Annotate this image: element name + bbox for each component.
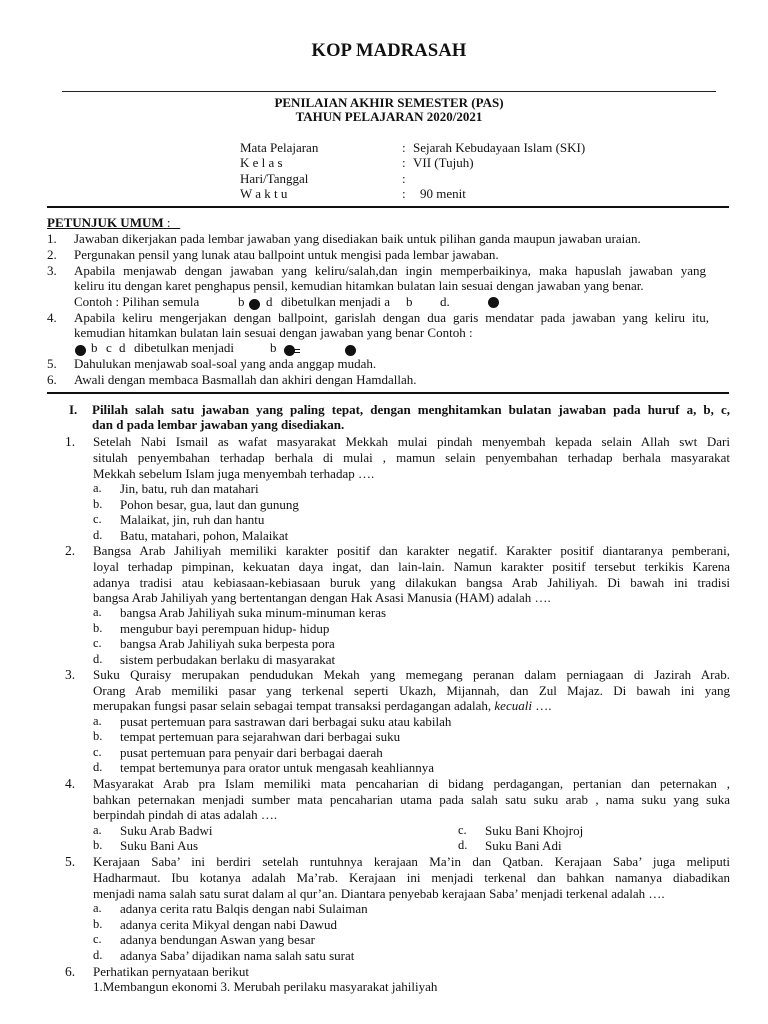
option-text: Pohon besar, gua, laut dan gunung bbox=[120, 497, 299, 512]
info-label: Hari/Tanggal bbox=[240, 171, 309, 186]
academic-year: TAHUN PELAJARAN 2020/2021 bbox=[295, 109, 483, 124]
question-text: adanya tradisi atau kebiasaan-kebiasaan buruk yang dilakukan bangsa Arab Jahiliyah. Di bawah ini tradisi bbox=[93, 575, 730, 590]
info-value: VII (Tujuh) bbox=[413, 155, 474, 170]
instruction-number: 1. bbox=[47, 231, 57, 246]
question-text: Kerajaan Saba’ ini berdiri setelah runtuhnya kerajaan Ma’in dan Qatban. Kerajaan Saba’ juga meliputi bbox=[93, 854, 730, 869]
instruction-number: 4. bbox=[47, 310, 57, 325]
example-text: dibetulkan menjadi a bbox=[281, 294, 391, 309]
instruction-text: Apabila keliru mengerjakan dengan ballpoint, garislah dengan dua garis mendatar pada jawaban yang keliru itu, bbox=[74, 310, 709, 325]
question-number: 5. bbox=[65, 854, 76, 869]
option-text: sistem perbudakan berlaku di masyarakat bbox=[120, 652, 336, 667]
header-underline bbox=[62, 91, 716, 92]
question-text: Bangsa Arab Jahiliyah memiliki karakter positif dan karakter negatif. Karakter positif diantaranya pemberani, bbox=[93, 543, 730, 558]
example-text: dibetulkan menjadi bbox=[134, 340, 235, 355]
instruction-number: 6. bbox=[47, 372, 57, 387]
option-letter: d. bbox=[458, 838, 468, 852]
option-letter: d. bbox=[93, 528, 103, 542]
example-option-b: b bbox=[406, 294, 413, 309]
divider bbox=[47, 392, 729, 394]
info-value: Sejarah Kebudayaan Islam (SKI) bbox=[413, 140, 586, 155]
option-text: Suku Arab Badwi bbox=[120, 823, 213, 838]
option-letter: c. bbox=[458, 823, 467, 837]
option-letter: d. bbox=[93, 760, 103, 774]
option-text: tempat bertemunya para orator untuk mengasah keahliannya bbox=[120, 760, 435, 775]
option-text: adanya Saba’ dijadikan nama salah satu surat bbox=[120, 948, 355, 963]
example-option-d: d bbox=[119, 340, 126, 355]
question-number: 3. bbox=[65, 667, 76, 682]
filled-bubble bbox=[345, 345, 356, 356]
instruction-text: Apabila menjawab dengan jawaban yang keliru/salah,dan ingin memperbaikinya, maka hapuslah jawaban yang bbox=[74, 263, 706, 278]
question-text: Mekkah sebelum Islam juga menyembah terhadap …. bbox=[93, 466, 375, 481]
question-text: 1.Membangun ekonomi 3. Merubah perilaku masyarakat jahiliyah bbox=[93, 979, 438, 994]
example-option-d: d bbox=[266, 294, 273, 309]
option-letter: a. bbox=[93, 714, 102, 728]
option-letter: c. bbox=[93, 512, 102, 526]
option-text: Jin, batu, ruh dan matahari bbox=[120, 481, 259, 496]
info-colon: : bbox=[402, 155, 406, 170]
option-letter: c. bbox=[93, 932, 102, 946]
instruction-text: kemudian hitamkan bulatan lain sesuai dengan jawaban yang benar Contoh : bbox=[74, 325, 473, 340]
option-letter: a. bbox=[93, 901, 102, 915]
question-number: 4. bbox=[65, 776, 76, 791]
info-label: K e l a s bbox=[240, 155, 283, 170]
option-letter: c. bbox=[93, 745, 102, 759]
instruction-text: Awali dengan membaca Basmallah dan akhiri dengan Hamdallah. bbox=[74, 372, 417, 387]
section-instruction: Pililah salah satu jawaban yang paling tepat, dengan menghitamkan bulatan jawaban pada huruf a, b, c, bbox=[92, 402, 730, 417]
option-letter: b. bbox=[93, 497, 103, 511]
option-letter: b. bbox=[93, 729, 103, 743]
example-option-b: b bbox=[238, 294, 245, 309]
example-text: Contoh : Pilihan semula bbox=[74, 294, 200, 309]
option-letter: d. bbox=[93, 652, 103, 666]
question-text: loyal terhadap pimpinan, kekuatan daya ingat, dan lain-lain. Namun karakter positif tersebut terkikis Karena bbox=[93, 559, 730, 574]
question-text: Masyarakat Arab pra Islam memiliki mata pencaharian di bidang perdagangan, pertanian dan peternakan , bbox=[93, 776, 730, 791]
section-instruction: dan d pada lembar jawaban yang disediakan. bbox=[92, 417, 345, 432]
filled-bubble bbox=[249, 299, 260, 310]
option-text: bangsa Arab Jahiliyah suka berpesta pora bbox=[120, 636, 335, 651]
option-text: Malaikat, jin, ruh dan hantu bbox=[120, 512, 265, 527]
option-text: adanya cerita ratu Balqis dengan nabi Sulaiman bbox=[120, 901, 368, 916]
question-text: Hadharmaut. Ibu kotanya adalah Ma’rab. Kerajaan ini menjadi terkenal dan bahkan namanya diabadikan bbox=[93, 870, 730, 885]
question-text: berpindah pindah di atas adalah …. bbox=[93, 807, 278, 822]
option-letter: d. bbox=[93, 948, 103, 962]
info-colon: : bbox=[402, 140, 406, 155]
kop-title: KOP MADRASAH bbox=[311, 41, 467, 61]
option-text: Suku Bani Aus bbox=[120, 838, 199, 853]
exam-title: PENILAIAN AKHIR SEMESTER (PAS) bbox=[274, 95, 504, 110]
question-number: 2. bbox=[65, 543, 76, 558]
strikethrough-mark bbox=[286, 349, 300, 350]
option-letter: b. bbox=[93, 838, 103, 852]
option-text: adanya bendungan Aswan yang besar bbox=[120, 932, 315, 947]
option-letter: a. bbox=[93, 481, 102, 495]
example-option-c: c bbox=[106, 340, 112, 355]
question-text: Setelah Nabi Ismail as wafat masyarakat Mekkah mulai pindah menyembah kepada selain Allah swt Dari bbox=[93, 434, 730, 449]
option-text: adanya cerita Mikyal dengan nabi Dawud bbox=[120, 917, 337, 932]
option-text: tempat pertemuan para sejarahwan dari berbagai suku bbox=[120, 729, 401, 744]
option-letter: b. bbox=[93, 621, 103, 635]
question-text: bangsa Arab Jahiliyah yang bertentangan dengan Hak Asasi Manusia (HAM) adalah …. bbox=[93, 590, 551, 605]
question-text: Orang Arab memiliki pasar yang terkenal seperti Ukazh, Mijannah, dan Zul Majaz. Di bawah ini yang bbox=[93, 683, 730, 698]
option-letter: a. bbox=[93, 823, 102, 837]
instruction-number: 5. bbox=[47, 356, 57, 371]
info-label: W a k t u bbox=[240, 186, 288, 201]
question-text: menjadi nama salah satu surat dalam al qur’an. Diantara penyebab kerajaan Saba’ menjadi terkenal adalah …. bbox=[93, 886, 665, 901]
info-colon: : bbox=[402, 186, 406, 201]
option-letter: c. bbox=[93, 636, 102, 650]
option-text: pusat pertemuan para penyair dari berbagai daerah bbox=[120, 745, 383, 760]
instruction-text: Jawaban dikerjakan pada lembar jawaban yang disediakan baik untuk pilihan ganda maupun jawaban uraian. bbox=[74, 231, 641, 246]
option-text: bangsa Arab Jahiliyah suka minum-minuman keras bbox=[120, 605, 387, 620]
option-text: Suku Bani Adi bbox=[485, 838, 562, 853]
section-number: I. bbox=[69, 402, 78, 417]
example-option-b: b bbox=[91, 340, 98, 355]
info-colon: : bbox=[402, 171, 406, 186]
question-text: Suku Quraisy merupakan pendudukan Mekah yang memegang peranan dalam perniagaan di Jazirah Arab. bbox=[93, 667, 730, 682]
question-text: merupakan fungsi pasar selain sebagai tempat transaksi perdagangan adalah, kecuali …. bbox=[93, 698, 552, 713]
petunjuk-title: PETUNJUK UMUM : bbox=[47, 215, 171, 230]
divider bbox=[47, 206, 729, 208]
info-label: Mata Pelajaran bbox=[240, 140, 319, 155]
instruction-number: 3. bbox=[47, 263, 57, 278]
instruction-text: Pergunakan pensil yang lunak atau ballpoint untuk mengisi pada lembar jawaban. bbox=[74, 247, 499, 262]
instruction-number: 2. bbox=[47, 247, 57, 262]
strikethrough-mark bbox=[286, 352, 300, 353]
question-text: bahkan peternakan menjadi sumber mata pencaharian utama pada salah satu suku arab , nama suku yang suka bbox=[93, 792, 730, 807]
option-letter: b. bbox=[93, 917, 103, 931]
question-number: 1. bbox=[65, 434, 76, 449]
question-text: situlah penyembahan terhadap berhala di mulai , mamun selain penyembahan terhadap berhala masyarakat bbox=[93, 450, 730, 465]
instruction-text: Dahulukan menjawab soal-soal yang anda anggap mudah. bbox=[74, 356, 377, 371]
option-text: Batu, matahari, pohon, Malaikat bbox=[120, 528, 289, 543]
info-value: 90 menit bbox=[420, 186, 466, 201]
option-text: Suku Bani Khojroj bbox=[485, 823, 584, 838]
filled-bubble bbox=[284, 345, 295, 356]
question-number: 6. bbox=[65, 964, 76, 979]
option-text: mengubur bayi perempuan hidup- hidup bbox=[120, 621, 330, 636]
example-option-b: b bbox=[270, 340, 277, 355]
option-letter: a. bbox=[93, 605, 102, 619]
option-text: pusat pertemuan para sastrawan dari berbagai suku atau kabilah bbox=[120, 714, 452, 729]
filled-bubble bbox=[75, 345, 86, 356]
instruction-text: keliru itu dengan karet penghapus pensil, kemudian hitamkan bulatan lain sesuai dengan jawaban yang benar. bbox=[74, 278, 644, 293]
example-option-d: d. bbox=[440, 294, 450, 309]
filled-bubble bbox=[488, 297, 499, 308]
question-text: Perhatikan pernyataan berikut bbox=[93, 964, 249, 979]
